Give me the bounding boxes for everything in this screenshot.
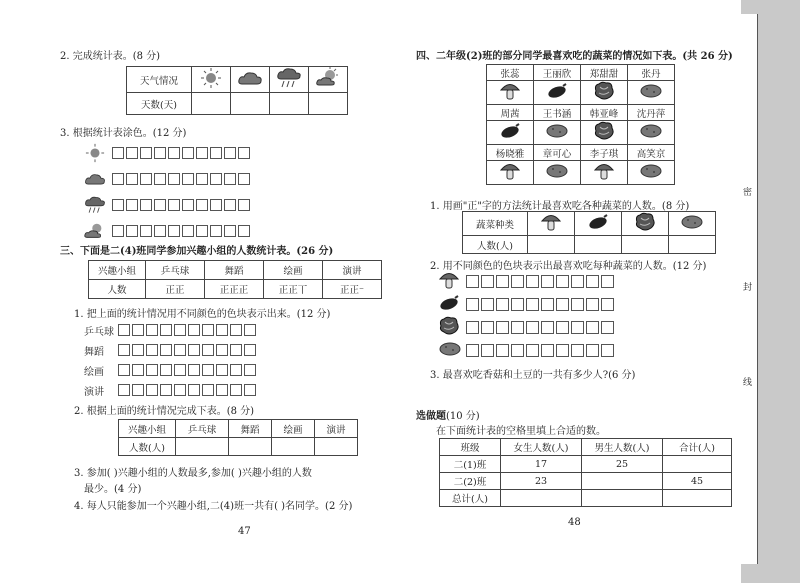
potato-icon bbox=[639, 163, 663, 182]
s3q2-title: 2. 根据上面的统计情况完成下表。(8 分) bbox=[74, 406, 255, 417]
interest-header: 绘画 bbox=[264, 261, 323, 280]
student-name: 沈丹萍 bbox=[628, 105, 675, 121]
student-name: 高笑京 bbox=[628, 145, 675, 161]
mushroom-icon bbox=[540, 212, 562, 235]
eggplant-icon bbox=[587, 214, 609, 233]
sun-cloud-icon bbox=[84, 221, 106, 241]
margin-char: 封 bbox=[743, 283, 753, 293]
veg-row2-label: 人数(人) bbox=[463, 236, 528, 254]
student-name: 周茜 bbox=[487, 105, 534, 121]
optional-instruction: 在下面统计表的空格里填上合适的数。 bbox=[436, 426, 606, 437]
class-table bbox=[439, 438, 732, 507]
student-name: 王书涵 bbox=[534, 105, 581, 121]
class-header: 合计(人) bbox=[663, 439, 732, 456]
summary-table bbox=[118, 419, 358, 456]
weather-count-cell[interactable] bbox=[270, 93, 309, 115]
interest-header: 乒乓球 bbox=[146, 261, 205, 280]
sun-icon bbox=[199, 67, 223, 89]
veg-count-table bbox=[462, 211, 716, 254]
interest-header: 兴趣小组 bbox=[89, 261, 146, 280]
summary-cell[interactable] bbox=[229, 438, 272, 456]
optional-heading bbox=[416, 407, 480, 422]
sun-cloud-icon bbox=[316, 67, 340, 89]
color-box-row[interactable] bbox=[112, 147, 252, 159]
cabbage-icon bbox=[593, 121, 615, 144]
student-name: 张丹 bbox=[628, 65, 675, 81]
class-cell: 17 bbox=[501, 456, 582, 473]
summary-cell[interactable] bbox=[315, 438, 358, 456]
potato-icon bbox=[680, 214, 704, 233]
color-box-row[interactable] bbox=[112, 173, 252, 185]
tally-cell: 正正 bbox=[146, 280, 205, 299]
cabbage-icon bbox=[634, 212, 656, 235]
weather-count-cell[interactable] bbox=[192, 93, 231, 115]
color-box-row[interactable] bbox=[118, 384, 258, 396]
class-header: 女生人数(人) bbox=[501, 439, 582, 456]
student-name: 韩亚峰 bbox=[581, 105, 628, 121]
student-name: 李子琪 bbox=[581, 145, 628, 161]
color-box-row[interactable] bbox=[466, 321, 616, 334]
s3q3-line2: 最少。(4 分) bbox=[84, 484, 142, 495]
cloud-icon bbox=[237, 69, 263, 87]
weather-table bbox=[126, 66, 348, 115]
color-box-row[interactable] bbox=[118, 344, 258, 356]
section3-title: 三、下面是二(4)班同学参加兴趣小组的人数统计表。(26 分) bbox=[60, 246, 334, 257]
tally-cell: 正正正 bbox=[205, 280, 264, 299]
grid-label: 乒乓球 bbox=[84, 326, 114, 338]
summary-header: 兴趣小组 bbox=[119, 420, 176, 438]
grid-label: 舞蹈 bbox=[84, 346, 104, 358]
optional-points: (10 分) bbox=[446, 411, 480, 422]
mushroom-icon bbox=[499, 81, 521, 104]
eggplant-icon bbox=[499, 123, 521, 142]
color-box-row[interactable] bbox=[112, 199, 252, 211]
potato-icon bbox=[639, 123, 663, 142]
cabbage-icon bbox=[438, 316, 466, 339]
color-box-row[interactable] bbox=[118, 324, 258, 336]
veg-color-grid bbox=[438, 270, 616, 362]
color-box-row[interactable] bbox=[466, 344, 616, 357]
potato-icon bbox=[438, 341, 466, 360]
weather-row2-label: 天数(天) bbox=[127, 93, 192, 115]
student-name: 王丽欣 bbox=[534, 65, 581, 81]
class-cell: 25 bbox=[582, 456, 663, 473]
class-cell: 23 bbox=[501, 473, 582, 490]
s3q4: 4. 每人只能参加一个兴趣小组,二(4)班一共有( )名同学。(2 分) bbox=[74, 501, 353, 512]
color-box-row[interactable] bbox=[466, 298, 616, 311]
summary-row-label: 人数(人) bbox=[119, 438, 176, 456]
summary-cell[interactable] bbox=[272, 438, 315, 456]
q3-title: 3. 根据统计表涂色。(12 分) bbox=[60, 128, 187, 139]
eggplant-icon bbox=[438, 295, 466, 314]
summary-cell[interactable] bbox=[176, 438, 229, 456]
interest-row-label: 人数 bbox=[89, 280, 146, 299]
section4-title: 四、二年级(2)班的部分同学最喜欢吃的蔬菜的情况如下表。(共 26 分) bbox=[416, 51, 733, 62]
class-cell[interactable] bbox=[663, 490, 732, 507]
color-box-row[interactable] bbox=[118, 364, 258, 376]
weather-row1-label: 天气情况 bbox=[127, 67, 192, 93]
interest-table bbox=[88, 260, 382, 299]
rain-icon bbox=[276, 67, 302, 89]
cloud-icon bbox=[84, 171, 106, 187]
veg-survey-table bbox=[486, 64, 675, 185]
sun-icon bbox=[84, 143, 106, 163]
class-cell: 总计(人) bbox=[440, 490, 501, 507]
student-name: 张蕊 bbox=[487, 65, 534, 81]
s3q3-line1: 3. 参加( )兴趣小组的人数最多,参加( )兴趣小组的人数 bbox=[74, 468, 312, 479]
weather-count-cell[interactable] bbox=[309, 93, 348, 115]
grid-label: 演讲 bbox=[84, 386, 104, 398]
veg-count-cell[interactable] bbox=[669, 236, 716, 254]
q2-title: 2. 完成统计表。(8 分) bbox=[60, 51, 161, 62]
class-cell: 二(2)班 bbox=[440, 473, 501, 490]
veg-count-cell[interactable] bbox=[528, 236, 575, 254]
veg-count-cell[interactable] bbox=[575, 236, 622, 254]
page-number-left: 47 bbox=[238, 526, 251, 537]
summary-header: 乒乓球 bbox=[176, 420, 229, 438]
r-q2-title: 2. 用不同颜色的色块表示出最喜欢吃每种蔬菜的人数。(12 分) bbox=[430, 261, 707, 272]
page-number-right: 48 bbox=[568, 517, 581, 528]
cabbage-icon bbox=[593, 81, 615, 104]
r-q3-title: 3. 最喜欢吃香菇和土豆的一共有多少人?(6 分) bbox=[430, 370, 636, 381]
tally-cell: 正正丅 bbox=[264, 280, 323, 299]
student-name: 章可心 bbox=[534, 145, 581, 161]
interest-header: 舞蹈 bbox=[205, 261, 264, 280]
class-cell[interactable] bbox=[582, 490, 663, 507]
mushroom-icon bbox=[499, 161, 521, 184]
weather-color-grid bbox=[84, 140, 252, 244]
interest-header: 演讲 bbox=[323, 261, 382, 280]
summary-header: 舞蹈 bbox=[229, 420, 272, 438]
class-cell[interactable] bbox=[582, 473, 663, 490]
potato-icon bbox=[545, 123, 569, 142]
weather-count-cell[interactable] bbox=[231, 93, 270, 115]
class-cell: 45 bbox=[663, 473, 732, 490]
student-name: 杨晓雅 bbox=[487, 145, 534, 161]
class-cell[interactable] bbox=[501, 490, 582, 507]
potato-icon bbox=[639, 83, 663, 102]
color-box-row[interactable] bbox=[466, 275, 616, 288]
eggplant-icon bbox=[546, 83, 568, 102]
grid-label: 绘画 bbox=[84, 366, 104, 378]
student-name: 郑甜甜 bbox=[581, 65, 628, 81]
margin-char: 密 bbox=[743, 188, 753, 198]
class-cell: 二(1)班 bbox=[440, 456, 501, 473]
r-q1-title: 1. 用画"正"字的方法统计最喜欢吃各种蔬菜的人数。(8 分) bbox=[430, 201, 690, 212]
summary-header: 演讲 bbox=[315, 420, 358, 438]
mushroom-icon bbox=[438, 270, 466, 293]
margin-char: 线 bbox=[743, 378, 753, 388]
rain-icon bbox=[84, 195, 106, 215]
veg-count-cell[interactable] bbox=[622, 236, 669, 254]
color-box-row[interactable] bbox=[112, 225, 252, 237]
mushroom-icon bbox=[593, 161, 615, 184]
class-cell[interactable] bbox=[663, 456, 732, 473]
interest-color-grid bbox=[84, 320, 258, 400]
s3q1-title: 1. 把上面的统计情况用不同颜色的色块表示出来。(12 分) bbox=[74, 309, 331, 320]
class-header: 班级 bbox=[440, 439, 501, 456]
tally-cell: 正正⁻ bbox=[323, 280, 382, 299]
summary-header: 绘画 bbox=[272, 420, 315, 438]
class-header: 男生人数(人) bbox=[582, 439, 663, 456]
optional-title: 选做题 bbox=[416, 411, 446, 422]
veg-row1-label: 蔬菜种类 bbox=[463, 212, 528, 236]
potato-icon bbox=[545, 163, 569, 182]
